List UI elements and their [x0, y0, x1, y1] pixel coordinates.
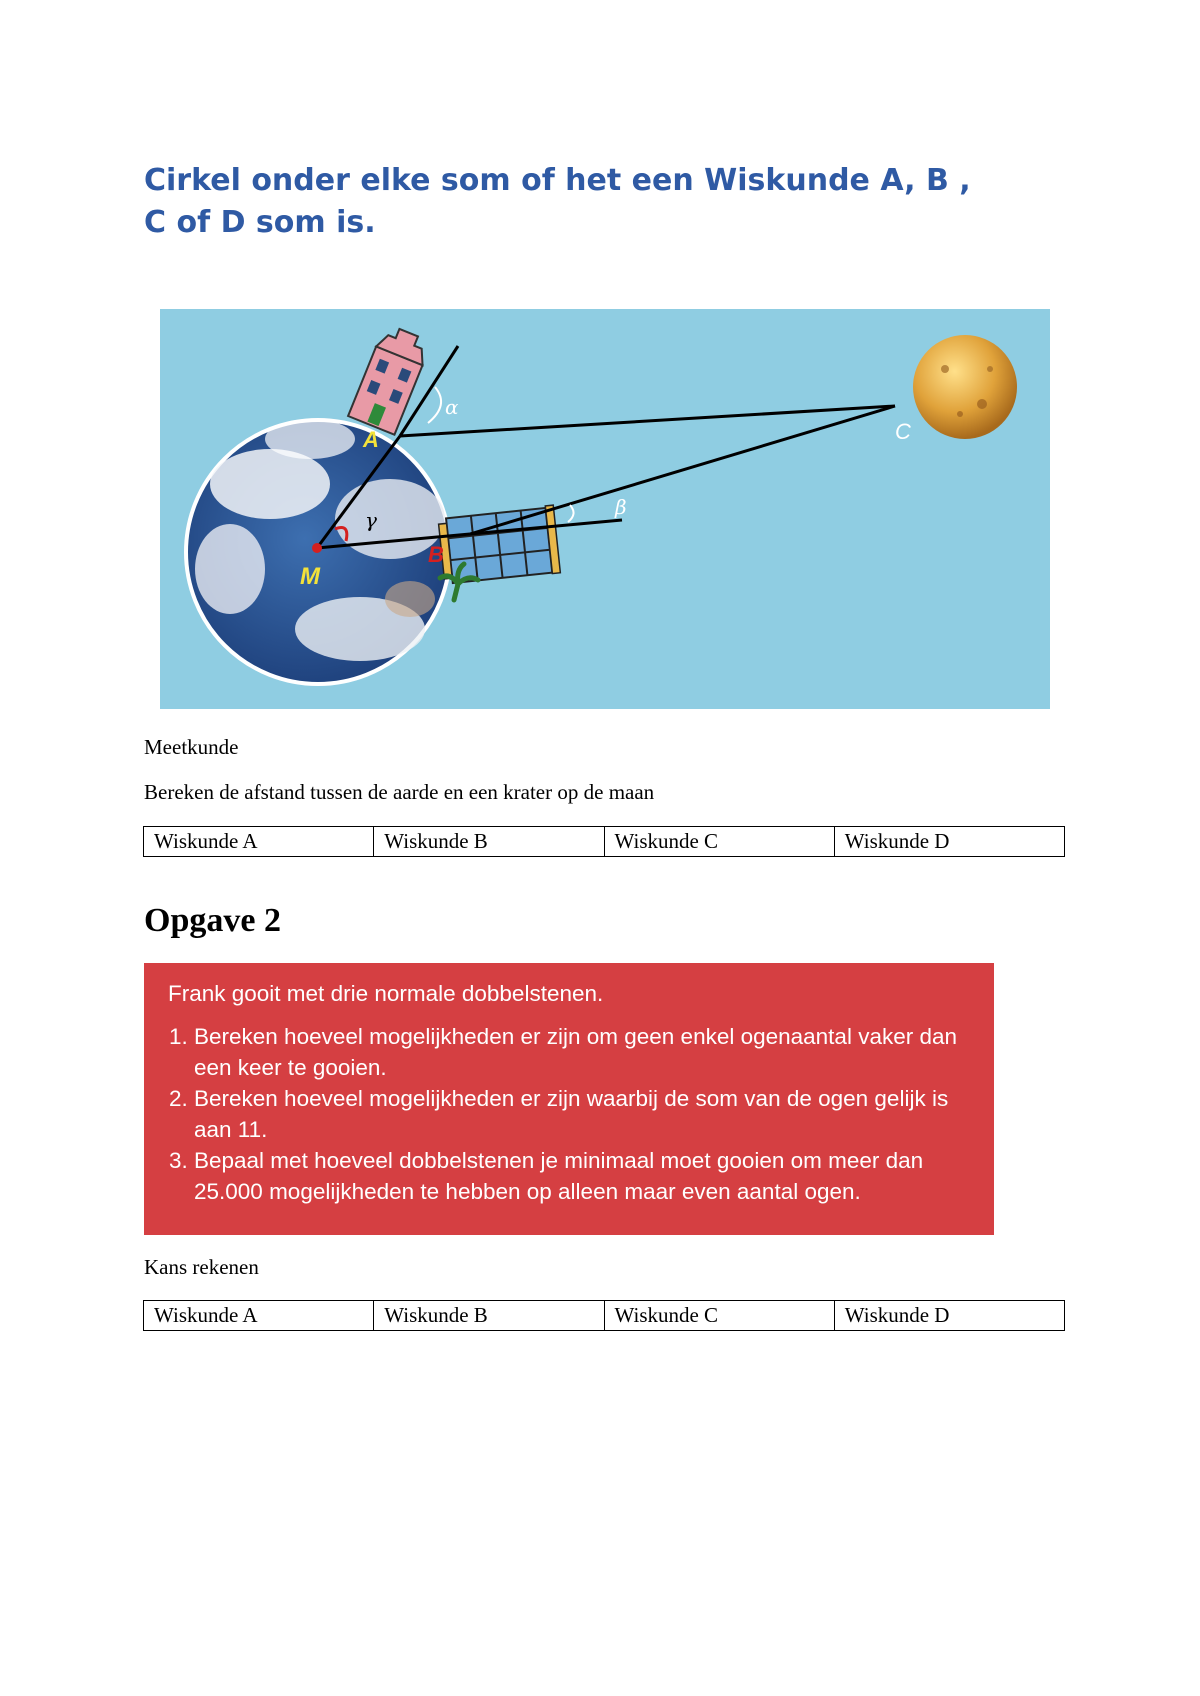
label-b: B [428, 542, 444, 567]
page-title-line1: Cirkel onder elke som of het een Wiskunde A, B , [144, 163, 971, 198]
choice-wiskunde-d[interactable]: Wiskunde D [834, 827, 1064, 857]
choice-wiskunde-a[interactable]: Wiskunde A [144, 827, 374, 857]
choice-wiskunde-c[interactable]: Wiskunde C [604, 1301, 834, 1331]
section1-choice-table [143, 826, 1065, 857]
opgave2-item-3: 3. Bepaal met hoeveel dobbelstenen je minimaal moet gooien om meer dan 25.000 mogelijkheden te hebben op alleen maar even aantal ogen. [194, 1145, 970, 1207]
page-title-line2: C of D som is. [144, 205, 376, 240]
choice-wiskunde-a[interactable]: Wiskunde A [144, 1301, 374, 1331]
choice-wiskunde-b[interactable]: Wiskunde B [374, 827, 604, 857]
label-c: C [895, 419, 911, 444]
choice-wiskunde-d[interactable]: Wiskunde D [834, 1301, 1064, 1331]
point-m [312, 543, 322, 553]
label-m: M [300, 563, 320, 590]
choice-wiskunde-b[interactable]: Wiskunde B [374, 1301, 604, 1331]
earth-moon-figure [160, 309, 1050, 709]
opgave2-item-2: 2. Bereken hoeveel mogelijkheden er zijn waarbij de som van de ogen gelijk is aan 11. [194, 1083, 970, 1145]
opgave2-intro: Frank gooit met drie normale dobbelstenen. [168, 981, 604, 1006]
page-title [144, 160, 1084, 244]
section1-topic: Meetkunde [144, 735, 239, 759]
choice-wiskunde-c[interactable]: Wiskunde C [604, 827, 834, 857]
opgave2-heading: Opgave 2 [144, 902, 281, 939]
opgave2-item-1: 1. Bereken hoeveel mogelijkheden er zijn om geen enkel ogenaantal vaker dan een keer te gooien. [194, 1021, 970, 1083]
label-alpha: α [445, 395, 459, 419]
opgave2-list [168, 1021, 970, 1207]
label-gamma: γ [365, 508, 377, 532]
label-a: A [363, 427, 379, 452]
opgave2-topic: Kans rekenen [144, 1255, 259, 1279]
opgave2-choice-table [143, 1300, 1065, 1331]
section1-question: Bereken de afstand tussen de aarde en een krater op de maan [144, 780, 655, 804]
moon-globe [913, 335, 1017, 439]
opgave2-problem-box [144, 963, 994, 1235]
label-beta: β [615, 495, 627, 519]
